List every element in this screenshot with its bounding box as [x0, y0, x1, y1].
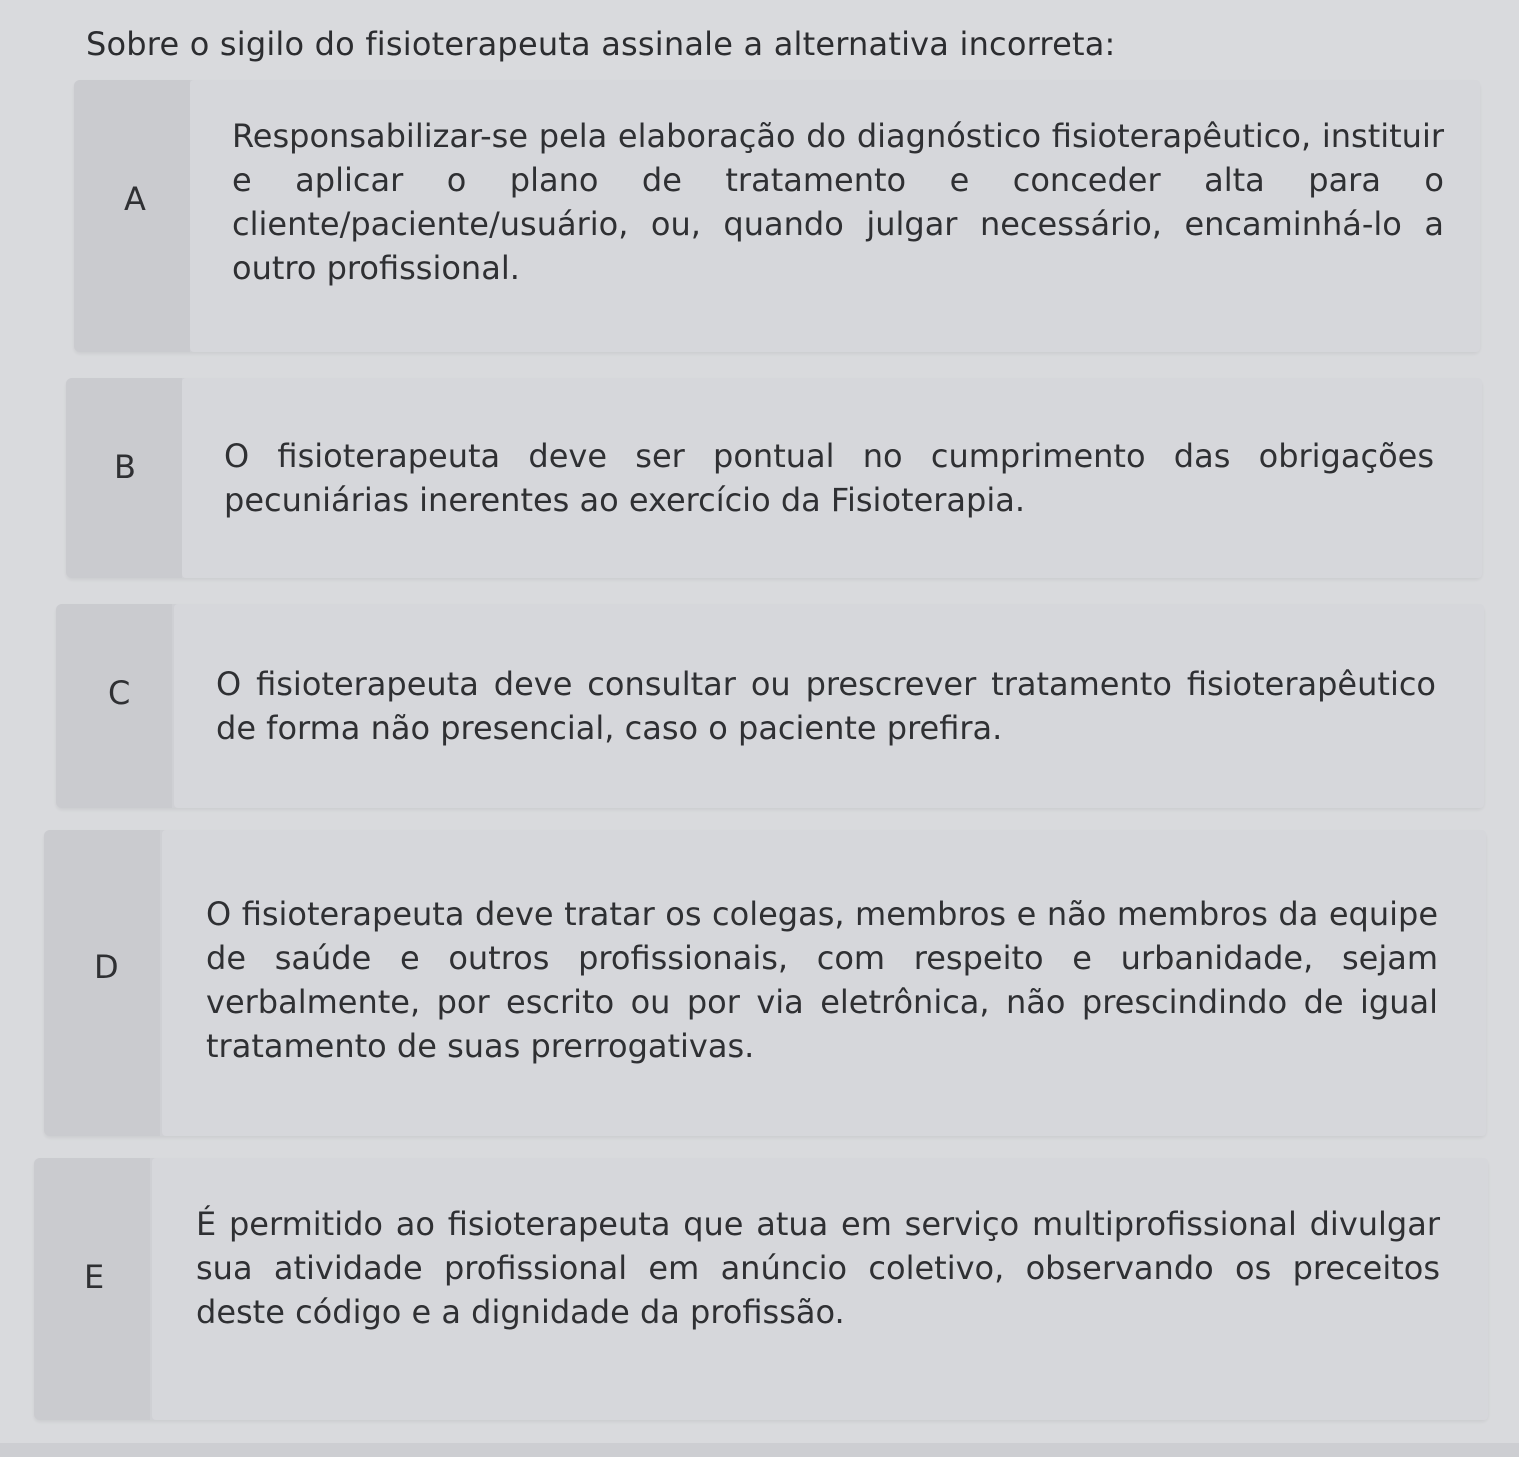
option-c-letter: C — [108, 674, 131, 712]
option-e-letter: E — [84, 1258, 105, 1296]
bottom-divider — [0, 1443, 1519, 1457]
option-e-text: É permitido ao fisioterapeuta que atua em serviço multiprofissional divulgar sua atividade profissional em anúncio coletivo, observando os preceitos deste código e a dignidade da profissão. — [196, 1205, 1440, 1331]
option-c-text: O fisioterapeuta deve consultar ou prescrever tratamento fisioterapêutico de forma não presencial, caso o paciente prefira. — [216, 665, 1436, 747]
option-b-text: O fisioterapeuta deve ser pontual no cumprimento das obrigações pecuniárias inerentes ao exercício da Fisioterapia. — [224, 437, 1434, 519]
option-d[interactable] — [44, 830, 1486, 1136]
option-b-letter: B — [114, 448, 136, 486]
option-a[interactable] — [74, 80, 1480, 352]
option-a-text: Responsabilizar-se pela elaboração do diagnóstico fisioterapêutico, instituir e aplicar o plano de tratamento e conceder alta para o cliente/paciente/usuário, ou, quando julgar necessário, encaminhá-lo a outro profissional. — [232, 117, 1444, 287]
option-b[interactable] — [66, 378, 1482, 578]
option-d-letter: D — [94, 948, 119, 986]
option-c[interactable] — [56, 604, 1484, 808]
option-a-letter: A — [124, 180, 146, 218]
option-e[interactable] — [34, 1158, 1488, 1420]
option-d-text: O fisioterapeuta deve tratar os colegas, membros e não membros da equipe de saúde e outros profissionais, com respeito e urbanidade, sejam verbalmente, por escrito ou por via eletrônica, não prescindindo de igual tratamento de suas prerrogativas. — [206, 895, 1438, 1065]
question-title: Sobre o sigilo do fisioterapeuta assinale a alternativa incorreta: — [86, 25, 1116, 63]
